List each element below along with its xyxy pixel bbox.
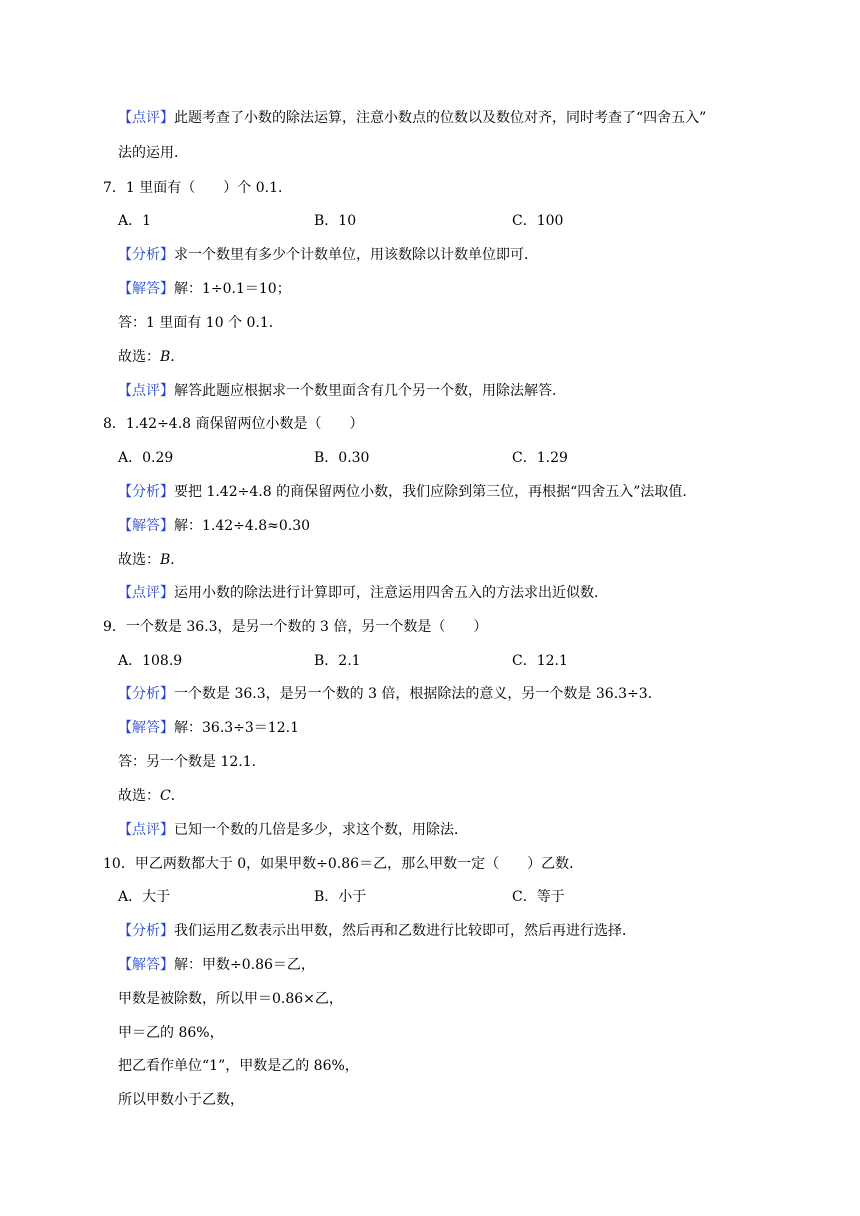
- comment-text: 已知一个数的几倍是多少，求这个数，用除法．: [174, 822, 468, 838]
- comment-text: 解答此题应根据求一个数里面含有几个另一个数，用除法解答．: [174, 383, 566, 399]
- option-c: C．1.29: [512, 450, 568, 466]
- choice-answer: B: [160, 349, 171, 365]
- comment-tag: 【点评】: [118, 110, 174, 126]
- option-b: B．10: [314, 213, 357, 229]
- choice-answer: C: [160, 788, 171, 804]
- solution-step: 甲＝乙的 86%，: [118, 1025, 224, 1041]
- solution-text: 解：36.3÷3＝12.1: [174, 720, 299, 736]
- choice-prefix: 故选：: [118, 349, 160, 365]
- option-b: B．小于: [314, 889, 367, 905]
- answer-line: 答：1 里面有 10 个 0.1．: [118, 315, 283, 331]
- option-c: C．100: [512, 213, 564, 229]
- choice-suffix: ．: [170, 788, 185, 804]
- question-10: 10．甲乙两数都大于 0，如果甲数÷0.86＝乙，那么甲数一定（ ）乙数．: [103, 856, 584, 872]
- option-c: C．等于: [512, 889, 565, 905]
- analysis-tag: 【分析】: [118, 247, 174, 263]
- solution-tag: 【解答】: [118, 720, 174, 736]
- comment-continuation: 法的运用．: [118, 145, 188, 161]
- analysis-line: [118, 921, 636, 941]
- solution-line: [118, 718, 299, 738]
- choice-suffix: ．: [170, 552, 185, 568]
- solution-line: [118, 279, 291, 299]
- solution-text: 解：1.42÷4.8≈0.30: [174, 518, 311, 534]
- comment-text: 运用小数的除法进行计算即可，注意运用四舍五入的方法求出近似数．: [174, 585, 608, 601]
- solution-step: 所以甲数小于乙数，: [118, 1092, 244, 1108]
- choice-line: [118, 347, 184, 367]
- choice-suffix: ．: [170, 349, 185, 365]
- solution-tag: 【解答】: [118, 957, 174, 973]
- comment-text: 此题考查了小数的除法运算，注意小数点的位数以及数位对齐，同时考查了“四舍五入”: [174, 110, 707, 126]
- answer-line: 答：另一个数是 12.1．: [118, 754, 266, 770]
- choice-prefix: 故选：: [118, 788, 160, 804]
- option-a: A．108.9: [118, 653, 183, 669]
- solution-text: 解：甲数÷0.86＝乙，: [174, 957, 315, 973]
- option-a: A．0.29: [118, 450, 174, 466]
- comment-tag: 【点评】: [118, 822, 174, 838]
- comment-line: [118, 108, 706, 128]
- analysis-tag: 【分析】: [118, 484, 174, 500]
- analysis-text: 一个数是 36.3，是另一个数的 3 倍，根据除法的意义，另一个数是 36.3÷3．: [174, 686, 662, 702]
- analysis-line: [118, 482, 696, 502]
- solution-step: 甲数是被除数，所以甲＝0.86×乙，: [118, 991, 343, 1007]
- comment-tag: 【点评】: [118, 383, 174, 399]
- option-b: B．2.1: [314, 653, 361, 669]
- solution-tag: 【解答】: [118, 518, 174, 534]
- analysis-tag: 【分析】: [118, 686, 174, 702]
- comment-line: [118, 381, 566, 401]
- option-a: A．1: [118, 213, 152, 229]
- analysis-line: [118, 245, 538, 265]
- choice-line: [118, 786, 185, 806]
- solution-line: [118, 516, 310, 536]
- solution-text: 解：1÷0.1＝10；: [174, 281, 291, 297]
- analysis-tag: 【分析】: [118, 923, 174, 939]
- option-b: B．0.30: [314, 450, 370, 466]
- comment-line: [118, 583, 608, 603]
- question-8: 8．1.42÷4.8 商保留两位小数是（ ）: [103, 416, 364, 432]
- solution-step: 把乙看作单位“1”，甲数是乙的 86%，: [118, 1058, 359, 1074]
- question-9: 9．一个数是 36.3，是另一个数的 3 倍，另一个数是（ ）: [103, 619, 488, 635]
- choice-answer: B: [160, 552, 171, 568]
- solution-tag: 【解答】: [118, 281, 174, 297]
- analysis-line: [118, 684, 662, 704]
- comment-tag: 【点评】: [118, 585, 174, 601]
- analysis-text: 要把 1.42÷4.8 的商保留两位小数，我们应除到第三位，再根据“四舍五入”法取值．: [174, 484, 697, 500]
- option-a: A．大于: [118, 889, 171, 905]
- analysis-text: 我们运用乙数表示出甲数，然后再和乙数进行比较即可，然后再进行选择．: [174, 923, 636, 939]
- analysis-text: 求一个数里有多少个计数单位，用该数除以计数单位即可．: [174, 247, 538, 263]
- solution-line: [118, 955, 315, 975]
- choice-prefix: 故选：: [118, 552, 160, 568]
- option-c: C．12.1: [512, 653, 568, 669]
- choice-line: [118, 550, 184, 570]
- question-7: 7．1 里面有（ ）个 0.1．: [103, 180, 292, 196]
- comment-line: [118, 820, 468, 840]
